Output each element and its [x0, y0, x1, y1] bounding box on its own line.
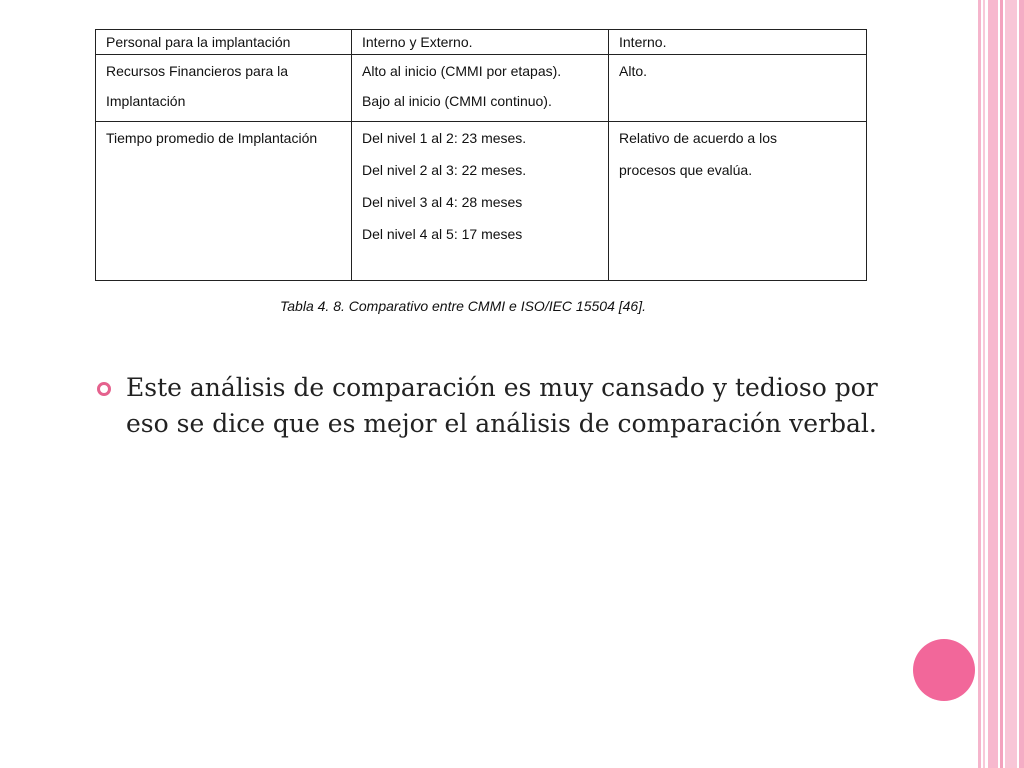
- stripe: [1000, 0, 1003, 768]
- table-row: [96, 55, 867, 122]
- cell-line: Del nivel 4 al 5: 17 meses: [362, 226, 523, 242]
- table-row: [96, 122, 867, 281]
- comparison-table: [95, 29, 867, 281]
- cell-line: Personal para la implantación: [106, 34, 291, 50]
- cell-line: Del nivel 3 al 4: 28 meses: [362, 194, 523, 210]
- table-cell: [609, 122, 867, 281]
- cell-line: Tiempo promedio de Implantación: [106, 130, 318, 146]
- cell-line: Interno.: [619, 34, 667, 50]
- stripe: [1005, 0, 1017, 768]
- table-cell: [609, 30, 867, 55]
- decorative-stripes: [978, 0, 1024, 768]
- cell-line: Recursos Financieros para la: [106, 63, 289, 79]
- table-caption: Tabla 4. 8. Comparativo entre CMMI e ISO/IEC 15504 [46].: [280, 298, 646, 314]
- cell-line: Relativo de acuerdo a los: [619, 130, 777, 146]
- comparison-table-container: [95, 29, 867, 281]
- cell-line: Del nivel 1 al 2: 23 meses.: [362, 130, 527, 146]
- cell-line: Bajo al inicio (CMMI continuo).: [362, 93, 552, 109]
- table-cell: [352, 122, 609, 281]
- cell-line: Alto al inicio (CMMI por etapas).: [362, 63, 562, 79]
- stripe: [983, 0, 985, 768]
- cell-line: Alto.: [619, 63, 648, 79]
- decorative-circle: [913, 639, 975, 701]
- cell-line: Del nivel 2 al 3: 22 meses.: [362, 162, 527, 178]
- cell-line: procesos que evalúa.: [619, 162, 753, 178]
- bullet-text: Este análisis de comparación es muy cansado y tedioso por eso se dice que es mejor el análisis de comparación verbal.: [126, 373, 878, 438]
- bullet-circle-icon: [97, 382, 111, 396]
- stripe: [1019, 0, 1024, 768]
- bullet-item: [97, 370, 907, 442]
- stripe: [988, 0, 998, 768]
- table-cell: [96, 122, 352, 281]
- table-cell: [352, 55, 609, 122]
- table-row: [96, 30, 867, 55]
- table-cell: [96, 30, 352, 55]
- cell-line: Implantación: [106, 93, 186, 109]
- table-cell: [609, 55, 867, 122]
- table-cell: [96, 55, 352, 122]
- cell-line: Interno y Externo.: [362, 34, 473, 50]
- stripe: [978, 0, 981, 768]
- table-cell: [352, 30, 609, 55]
